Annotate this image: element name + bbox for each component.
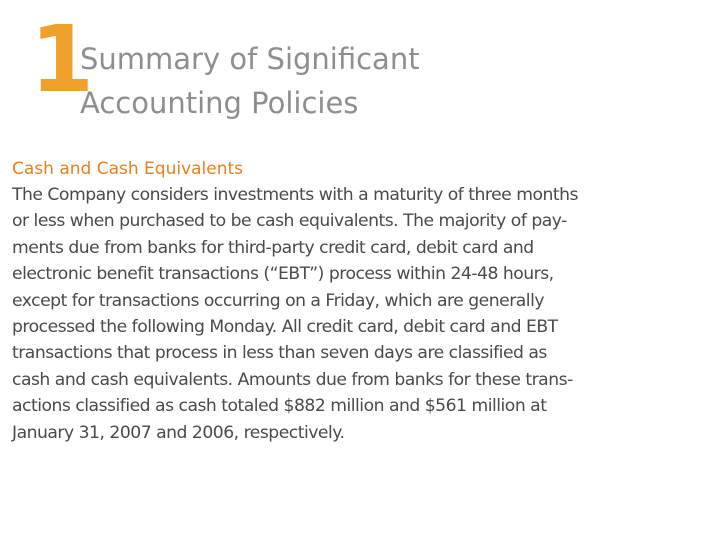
body-paragraph	[12, 182, 652, 446]
section-title-line: Accounting Policies	[80, 86, 359, 120]
section-number: 1	[30, 6, 93, 113]
body-line: electronic benefit transactions (“EBT”) process within 24-48 hours,	[12, 264, 554, 285]
body-line: cash and cash equivalents. Amounts due from banks for these trans-	[12, 369, 573, 390]
subheading-cash-equivalents: Cash and Cash Equivalents	[12, 159, 244, 179]
body-line: January 31, 2007 and 2006, respectively.	[12, 422, 345, 443]
body-line: The Company considers investments with a maturity of three months	[12, 185, 578, 205]
body-line: except for transactions occurring on a Friday, which are generally	[12, 290, 545, 311]
body-line: transactions that process in less than seven days are classified as	[12, 343, 547, 364]
body-line: or less when purchased to be cash equivalents. The majority of pay-	[12, 211, 567, 232]
body-line: processed the following Monday. All credit card, debit card and EBT	[12, 317, 558, 338]
section-title-line: Summary of Significant	[80, 42, 420, 76]
body-line: ments due from banks for third-party credit card, debit card and	[12, 237, 534, 258]
body-line: actions classified as cash totaled $882 million and $561 million at	[12, 396, 547, 417]
section-title	[80, 37, 480, 125]
